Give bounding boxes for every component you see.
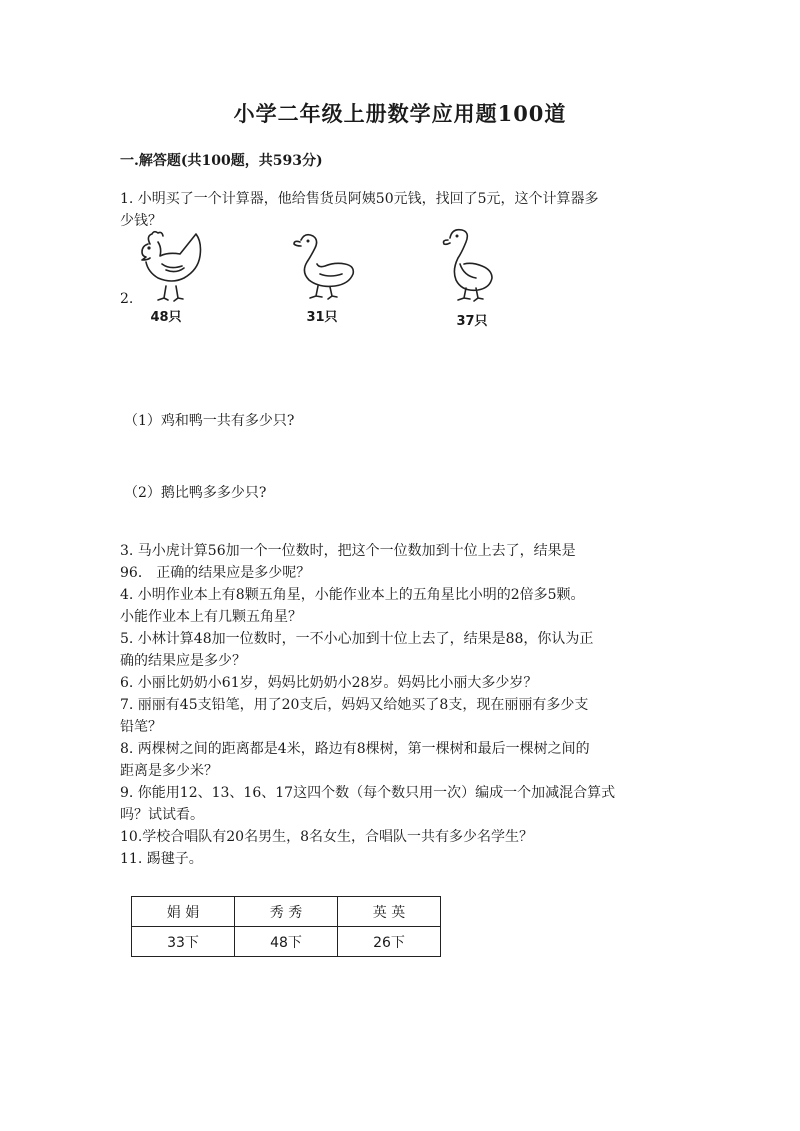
question-10-text: 10.学校合唱队有20名男生，8名女生，合唱队一共有多少名学生？	[120, 829, 533, 845]
page-title: 小学二年级上册数学应用题100道	[233, 101, 567, 126]
question-3-text: 3. 马小虎计算56加一个一位数时，把这个一位数加到十位上去了，结果是	[120, 543, 576, 559]
duck-figure	[292, 230, 362, 305]
goose-figure	[442, 226, 512, 306]
question-9-text: 吗？试试看。	[120, 807, 204, 823]
question-5-text: 5. 小林计算48加一位数时，一不小心加到十位上去了，结果是88，你认为正	[120, 631, 594, 647]
question-7-text: 7. 丽丽有45支铅笔，用了20支后，妈妈又给她买了8支，现在丽丽有多少支	[120, 697, 589, 713]
table-header-cell: 娟 娟	[132, 897, 235, 927]
table-header-row	[132, 897, 441, 927]
chicken-figure	[136, 230, 206, 305]
chicken-count-label: 48只	[150, 310, 182, 325]
question-7-text: 铅笔？	[120, 719, 162, 735]
goose-icon	[442, 226, 512, 306]
question-4-text: 4. 小明作业本上有8颗五角星，小能作业本上的五角星比小明的2倍多5颗。	[120, 587, 585, 603]
question-8-text: 8. 两棵树之间的距离都是4米，路边有8棵树，第一棵树和最后一棵树之间的	[120, 741, 590, 757]
question-9-text: 9. 你能用12、13、16、17这四个数（每个数只用一次）编成一个加减混合算式	[120, 785, 616, 801]
duck-count-label: 31只	[306, 310, 338, 325]
question-1	[120, 188, 685, 232]
table-cell: 33下	[132, 927, 235, 957]
table-cell: 26下	[338, 927, 441, 957]
question-5-text: 确的结果应是多少？	[120, 653, 246, 669]
question-2-sub-1: （1）鸡和鸭一共有多少只?	[124, 413, 295, 429]
table-cell: 48下	[235, 927, 338, 957]
question-text: 1. 小明买了一个计算器，他给售货员阿姨50元钱，找回了5元，这个计算器多	[120, 191, 599, 207]
question-8-text: 距离是多少米？	[120, 763, 218, 779]
goose-count-label: 37只	[456, 314, 488, 329]
kick-count-table	[131, 896, 441, 957]
chicken-icon	[136, 230, 206, 305]
question-11-text: 11. 踢毽子。	[120, 851, 203, 867]
question-6-text: 6. 小丽比奶奶小61岁，妈妈比奶奶小28岁。妈妈比小丽大多少岁？	[120, 675, 538, 691]
question-list	[120, 540, 685, 870]
table-header-cell: 秀 秀	[235, 897, 338, 927]
question-3-text: 96． 正确的结果应是多少呢？	[120, 565, 311, 581]
table-header-cell: 英 英	[338, 897, 441, 927]
section-heading: 一.解答题(共100题，共593分)	[120, 153, 323, 169]
question-text: 少钱？	[120, 213, 162, 229]
duck-icon	[292, 230, 362, 305]
question-2-number: 2.	[120, 291, 134, 307]
question-2-sub-2: （2）鹅比鸭多多少只?	[124, 485, 267, 501]
table-row	[132, 927, 441, 957]
question-4-text: 小能作业本上有几颗五角星？	[120, 609, 302, 625]
